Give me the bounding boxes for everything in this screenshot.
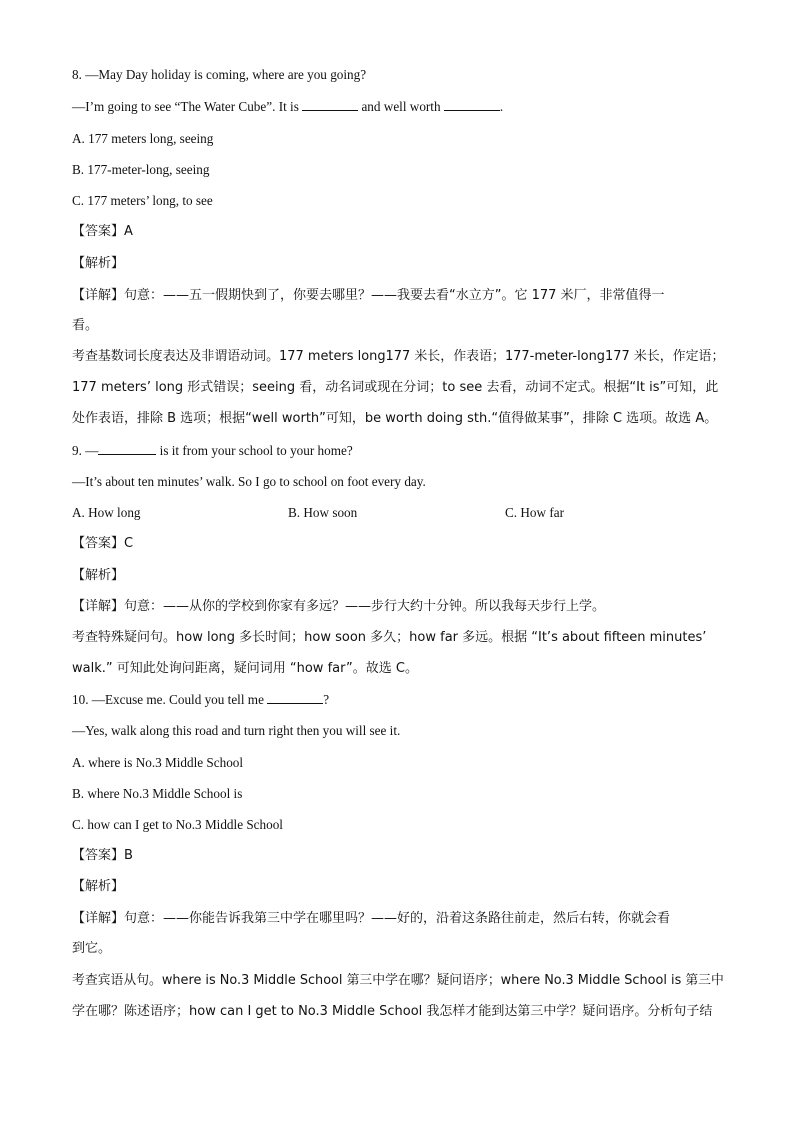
q9-stem-line1 bbox=[72, 442, 353, 460]
answer-blank bbox=[302, 98, 358, 111]
q9-option-a: A. How long bbox=[72, 505, 141, 520]
q8-detail-line: 177 meters’ long 形式错误；seeing 看，动名词或现在分词；to see 去看，动词不定式。根据“It is”可知，此 bbox=[72, 380, 719, 395]
q10-detail-line: 学在哪？陈述语序；how can I get to No.3 Middle School 我怎样才能到达第三中学？疑问语序。分析句子结 bbox=[72, 1004, 713, 1019]
q9-detail-line: 考查特殊疑问句。how long 多长时间；how soon 多久；how far 多远。根据 “It’s about fifteen minutes’ bbox=[72, 630, 707, 645]
q10-option-c: C. how can I get to No.3 Middle School bbox=[72, 817, 283, 832]
q8-option-c: C. 177 meters’ long, to see bbox=[72, 193, 213, 208]
q9-answer: 【答案】C bbox=[72, 536, 134, 551]
q8-stem-line1: 8. —May Day holiday is coming, where are you going? bbox=[72, 67, 367, 82]
q10-detail-line: 考查宾语从句。where is No.3 Middle School 第三中学在哪？疑问语序；where No.3 Middle School is 第三中 bbox=[72, 973, 724, 988]
q10-option-a: A. where is No.3 Middle School bbox=[72, 755, 244, 770]
answer-blank bbox=[444, 98, 500, 111]
q9-detail-line: 【详解】句意：——从你的学校到你家有多远？——步行大约十分钟。所以我每天步行上学。 bbox=[72, 599, 606, 614]
q8-answer: 【答案】A bbox=[72, 224, 133, 239]
q10-analysis-heading: 【解析】 bbox=[72, 879, 125, 894]
q8-detail-line: 看。 bbox=[72, 318, 99, 333]
q10-stem-text-a: 10. —Excuse me. Could you tell me bbox=[72, 692, 268, 707]
q8-stem-text-a: —I’m going to see “The Water Cube”. It is bbox=[72, 99, 303, 114]
q8-option-a: A. 177 meters long, seeing bbox=[72, 131, 214, 146]
q9-option-b: B. How soon bbox=[288, 505, 358, 520]
q8-analysis-heading: 【解析】 bbox=[72, 256, 125, 271]
q8-stem-text-c: . bbox=[499, 99, 504, 114]
q8-detail-line: 考查基数词长度表达及非谓语动词。177 meters long177 米长，作表语；177-meter-long177 米长，作定语； bbox=[72, 349, 725, 364]
q10-stem-text-b: ? bbox=[323, 692, 330, 707]
q9-stem-text-b: is it from your school to your home? bbox=[156, 443, 353, 458]
q9-stem-text-a: 9. — bbox=[72, 443, 99, 458]
q10-stem-line2: —Yes, walk along this road and turn right then you will see it. bbox=[72, 723, 401, 738]
q9-analysis-heading: 【解析】 bbox=[72, 568, 125, 583]
q9-detail-line: walk.” 可知此处询问距离，疑问词用 “how far”。故选 C。 bbox=[72, 661, 418, 676]
q8-stem-text-b: and well worth bbox=[358, 99, 444, 114]
q9-option-c: C. How far bbox=[505, 505, 564, 520]
q10-stem-line1 bbox=[72, 691, 329, 709]
q9-stem-line2: —It’s about ten minutes’ walk. So I go to school on foot every day. bbox=[72, 474, 426, 489]
q10-detail-line: 【详解】句意：——你能告诉我第三中学在哪里吗？——好的，沿着这条路往前走，然后右转，你就会看 bbox=[72, 911, 671, 926]
q8-detail-line: 处作表语，排除 B 选项；根据“well worth”可知，be worth doing sth.“值得做某事”，排除 C 选项。故选 A。 bbox=[72, 411, 718, 426]
answer-blank bbox=[98, 442, 156, 455]
answer-blank bbox=[267, 691, 323, 704]
q10-option-b: B. where No.3 Middle School is bbox=[72, 786, 243, 801]
q8-stem-line2 bbox=[72, 98, 503, 116]
q8-detail-line: 【详解】句意：——五一假期快到了，你要去哪里？——我要去看“水立方”。它 177 米厂，非常值得一 bbox=[72, 288, 665, 303]
q10-answer: 【答案】B bbox=[72, 848, 133, 863]
q8-option-b: B. 177-meter-long, seeing bbox=[72, 162, 210, 177]
q10-detail-line: 到它。 bbox=[72, 941, 112, 956]
